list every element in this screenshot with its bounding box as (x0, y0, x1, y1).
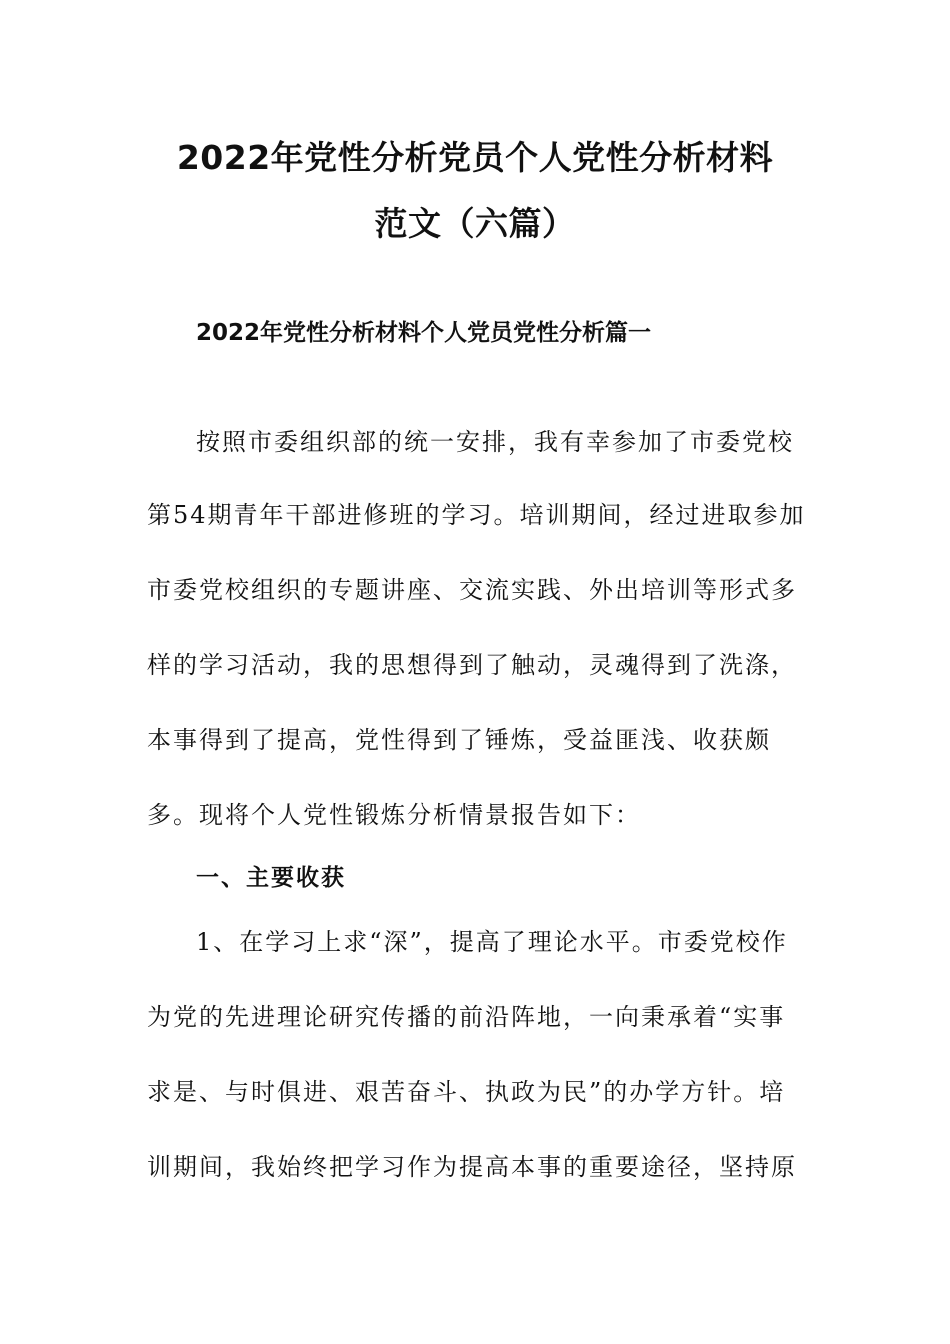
paragraph-line: 训期间，我始终把学习作为提高本事的重要途径，坚持原 (147, 1153, 797, 1181)
section-heading: 一、主要收获 (196, 865, 346, 891)
paragraph-line: 第54期青年干部进修班的学习。培训期间，经过进取参加 (147, 501, 806, 529)
paragraph-line: 为党的先进理论研究传播的前沿阵地，一向秉承着“实事 (147, 1003, 786, 1031)
paragraph-line: 市委党校组织的专题讲座、交流实践、外出培训等形式多 (147, 576, 797, 604)
section-subtitle: 2022年党性分析材料个人党员党性分析篇一 (196, 320, 652, 346)
paragraph-line: 本事得到了提高，党性得到了锤炼，受益匪浅、收获颇 (147, 726, 771, 754)
paragraph-line: 按照市委组织部的统一安排，我有幸参加了市委党校 (196, 428, 794, 456)
paragraph-line: 样的学习活动，我的思想得到了触动，灵魂得到了洗涤， (147, 651, 797, 679)
document-title-line-1: 2022年党性分析党员个人党性分析材料 (176, 138, 774, 177)
paragraph-line: 求是、与时俱进、艰苦奋斗、执政为民”的办学方针。培 (147, 1078, 786, 1106)
paragraph-line: 1、在学习上求“深”，提高了理论水平。市委党校作 (196, 928, 788, 956)
document-title-line-2: 范文（六篇） (374, 204, 576, 243)
paragraph-line: 多。现将个人党性锻炼分析情景报告如下： (147, 801, 641, 829)
